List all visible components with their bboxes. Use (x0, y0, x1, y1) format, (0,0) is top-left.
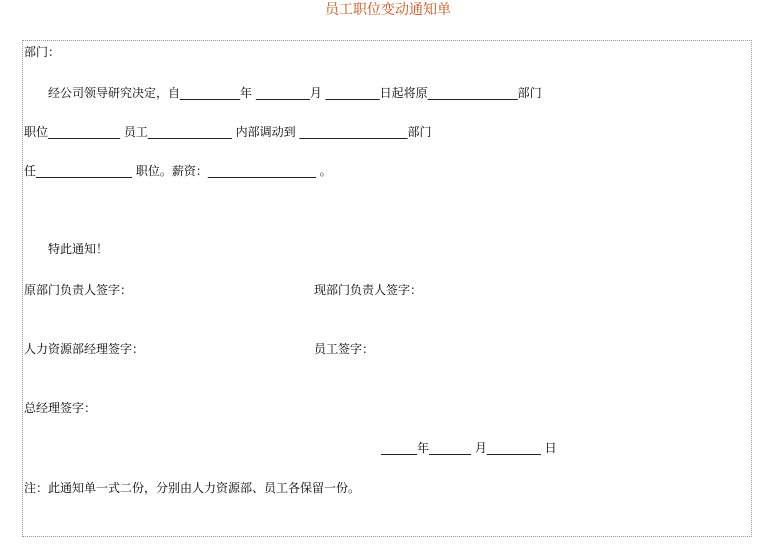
hr-manager-signature-label: 人力资源部经理签字： (24, 342, 145, 356)
employee-signature-label: 员工签字： (314, 342, 375, 356)
position-transfer-line: 职位____________ 员工______________ 内部调动到 __________________部门 (24, 125, 432, 139)
date-line: ______年_______ 月_________ 日 (381, 441, 557, 455)
footnote: 注：此通知单一式二份，分别由人力资源部、员工各保留一份。 (24, 481, 361, 495)
new-dept-head-signature-label: 现部门负责人签字： (314, 283, 423, 297)
department-label: 部门： (24, 45, 61, 59)
document-title: 员工职位变动通知单 (325, 2, 451, 18)
decision-line: 经公司领导研究决定，自__________年 _________月 _________日起将原_______________部门 (48, 86, 542, 100)
notice-text: 特此通知！ (48, 242, 109, 256)
original-dept-head-signature-label: 原部门负责人签字： (24, 283, 133, 297)
new-position-salary-line: 任________________ 职位。薪资：__________________ 。 (24, 164, 332, 178)
general-manager-signature-label: 总经理签字： (24, 401, 97, 415)
